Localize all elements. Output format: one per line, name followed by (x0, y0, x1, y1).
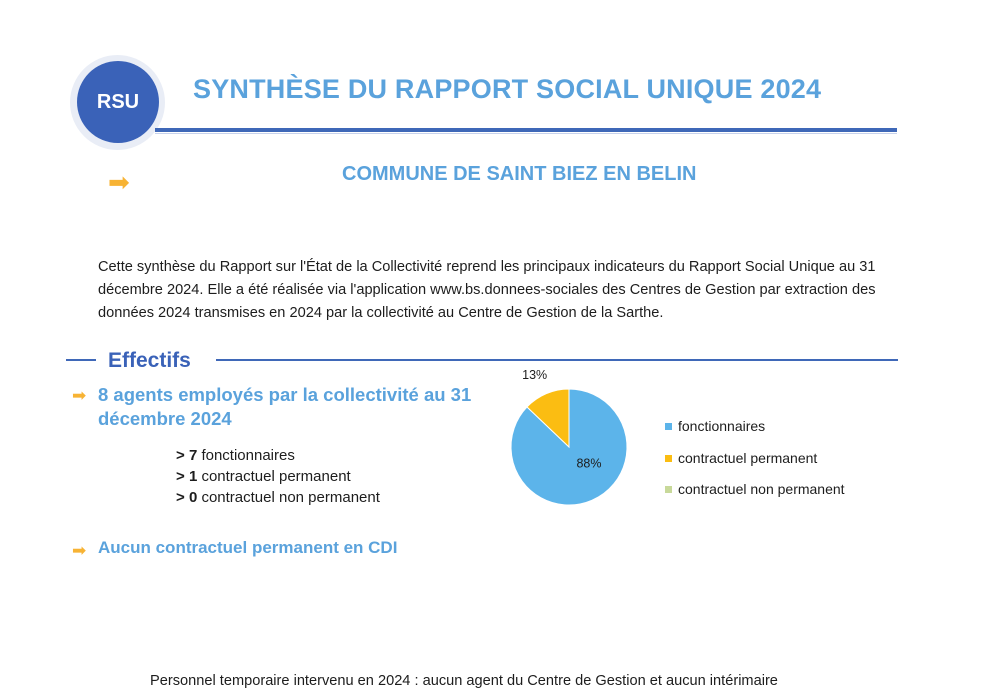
pie-data-label: 88% (576, 456, 602, 471)
footer-note: Personnel temporaire intervenu en 2024 : aucun agent du Centre de Gestion et aucun intérimaire (150, 673, 778, 689)
arrow-right-icon: ➡ (72, 386, 87, 405)
agents-headline: 8 agents employés par la collectivité au 31 décembre 2024 (98, 384, 472, 429)
title-divider (155, 128, 897, 132)
section-rule-left (66, 359, 96, 361)
legend-swatch (665, 455, 672, 462)
agents-pie-chart (500, 370, 650, 510)
pie-data-label: 13% (522, 370, 548, 382)
breakdown-label: fonctionnaires (197, 447, 295, 464)
cdi-note: Aucun contractuel permanent en CDI (98, 538, 398, 557)
section-rule-right (216, 359, 898, 361)
commune-name: COMMUNE DE SAINT BIEZ EN BELIN (342, 163, 697, 185)
breakdown-label: contractuel non permanent (197, 489, 380, 506)
arrow-right-icon: ➡ (108, 167, 130, 197)
breakdown-row (176, 487, 380, 508)
title-divider-shadow (155, 133, 897, 134)
breakdown-label: contractuel permanent (197, 468, 351, 485)
breakdown-prefix: > (176, 468, 189, 485)
intro-paragraph: Cette synthèse du Rapport sur l'État de la Collectivité reprend les principaux indicateurs du Rapport Social Unique au 31 décembre 2024. Elle a été réalisée via l'application www.bs.donnees-sociales des Centres de Gestion par extraction des données 2024 transmises en 2024 par la collectivité au Centre de Gestion de la Sarthe. (98, 259, 876, 321)
breakdown-row (176, 445, 380, 466)
legend-label: contractuel permanent (678, 450, 818, 466)
legend-item-contractuel-non-permanent (665, 481, 845, 497)
legend-swatch (665, 423, 672, 430)
rsu-logo-text: RSU (96, 90, 140, 113)
page-title: SYNTHÈSE DU RAPPORT SOCIAL UNIQUE 2024 (193, 74, 822, 104)
breakdown-count: 0 (188, 489, 198, 506)
agents-breakdown (176, 445, 380, 508)
legend-item-contractuel-permanent (665, 450, 817, 466)
legend-label: fonctionnaires (678, 418, 766, 434)
rsu-logo (77, 61, 159, 143)
legend-item-fonctionnaires (665, 418, 765, 434)
legend-label: contractuel non permanent (678, 481, 845, 497)
breakdown-row (176, 466, 380, 487)
section-title-effectifs: Effectifs (108, 349, 191, 372)
legend-swatch (665, 486, 672, 493)
breakdown-count: 7 (188, 447, 198, 464)
breakdown-prefix: > (176, 489, 189, 506)
arrow-right-icon: ➡ (72, 541, 87, 560)
breakdown-count: 1 (188, 468, 198, 485)
breakdown-prefix: > (176, 447, 189, 464)
